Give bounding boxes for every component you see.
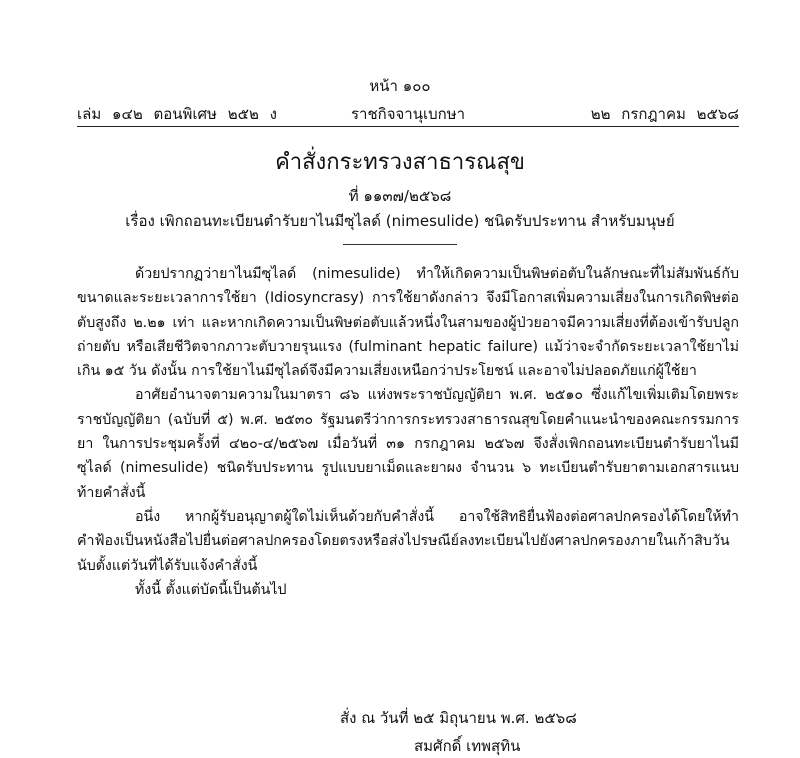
volume-info: เล่ม ๑๔๒ ตอนพิเศษ ๒๕๒ ง (77, 105, 277, 123)
signer-name: สมศักดิ์ เทพสุทิน (414, 737, 521, 755)
paragraph-authority: อาศัยอำนาจตามความในมาตรา ๘๖ แห่งพระราชบัญญัติยา พ.ศ. ๒๕๑๐ ซึ่งแก้ไขเพิ่มเติมโดยพระราชบัญญัติยา (ฉบับที่ ๕) พ.ศ. ๒๕๓๐ รัฐมนตรีว่าการกระทรวงสาธารณสุขโดยคำแนะนำของคณะกรรมการยา ในการประชุมครั้งที่ ๔๒๐-๔/๒๕๖๗ เมื่อวันที่ ๓๑ กรกฎาคม ๒๕๖๗ จึงสั่งเพิกถอนทะเบียนตำรับยาไนมีซุไลด์ (nimesulide) ชนิดรับประทาน รูปแบบยาเม็ดและยาผง จำนวน ๖ ทะเบียนตำรับยาตามเอกสารแนบท้ายคำสั่งนี้ (77, 387, 739, 501)
paragraph-appeal: อนึ่ง หากผู้รับอนุญาตผู้ใดไม่เห็นด้วยกับคำสั่งนี้ อาจใช้สิทธิยื่นฟ้องต่อศาลปกครองได้โดยให้ทำคำฟ้องเป็นหนังสือไปยื่นต่อศาลปกครองโดยตรงหรือส่งไปรษณีย์ลงทะเบียนไปยังศาลปกครองภายในเก้าสิบวันนับตั้งแต่วันที่ได้รับแจ้งคำสั่งนี้ (77, 508, 739, 574)
signing-date: สั่ง ณ วันที่ ๒๕ มิถุนายน พ.ศ. ๒๕๖๘ (340, 709, 577, 727)
publication-date: ๒๒ กรกฎาคม ๒๕๖๘ (590, 105, 739, 123)
order-body (77, 262, 739, 602)
header-divider (77, 126, 739, 127)
gazette-name: ราชกิจจานุเบกษา (350, 105, 466, 123)
order-number: ที่ ๑๑๓๗/๒๕๖๘ (348, 187, 452, 205)
order-subject: เรื่อง เพิกถอนทะเบียนตำรับยาไนมีซุไลด์ (nimesulide) ชนิดรับประทาน สำหรับมนุษย์ (125, 212, 675, 230)
page-number: หน้า ๑๐๐ (369, 77, 431, 95)
document-title: คำสั่งกระทรวงสาธารณสุข (275, 150, 525, 175)
title-divider (343, 244, 457, 245)
paragraph-reason: ด้วยปรากฏว่ายาไนมีซุไลด์ (nimesulide) ทำให้เกิดความเป็นพิษต่อตับในลักษณะที่ไม่สัมพันธ์กับขนาดและระยะเวลาการใช้ยา (Idiosyncrasy) การใช้ยาดังกล่าว จึงมีโอกาสเพิ่มความเสี่ยงในการเกิดพิษต่อตับสูงถึง ๒.๒๑ เท่า และหากเกิดความเป็นพิษต่อตับแล้วหนึ่งในสามของผู้ป่วยอาจมีความเสี่ยงที่ต้องเข้ารับปลูกถ่ายตับ หรือเสียชีวิตจากภาวะตับวายรุนแรง (fulminant hepatic failure) แม้ว่าจะจำกัดระยะเวลาใช้ยาไม่เกิน ๑๕ วัน ดังนั้น การใช้ยาไนมีซุไลด์จึงมีความเสี่ยงเหนือกว่าประโยชน์ และอาจไม่ปลอดภัยแก่ผู้ใช้ยา (77, 266, 739, 380)
paragraph-effective: ทั้งนี้ ตั้งแต่บัดนี้เป็นต้นไป (135, 581, 287, 598)
gazette-header (77, 102, 739, 124)
